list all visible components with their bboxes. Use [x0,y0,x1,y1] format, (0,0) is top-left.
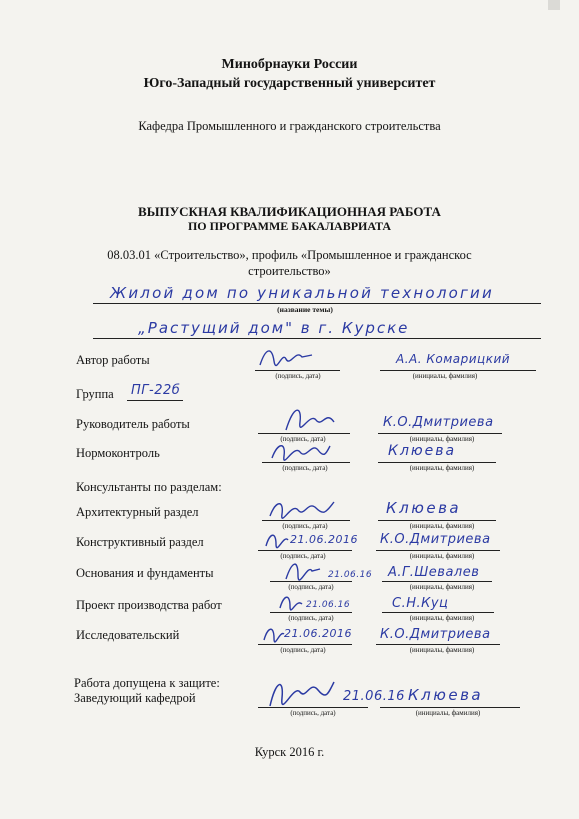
research-sign-caption: (подпись, дата) [280,646,326,654]
supervisor-signature [280,402,340,434]
research-name-line [376,644,500,645]
author-sign-caption: (подпись, дата) [275,372,321,380]
topic-underline-2 [93,338,541,339]
topic-handwritten-line1: Жилой дом по уникальной технологии [110,284,494,302]
consultants-label: Консультанты по разделам: [76,480,222,494]
construction-signature [262,528,292,550]
work-program: ПО ПРОГРАММЕ БАКАЛАВРИАТА [187,219,392,233]
specialty-line1: 08.03.01 «Строительство», профиль «Промышленное и гражданскос [107,248,472,262]
supervisor-name: К.О.Дмитриева [383,415,494,430]
construction-date: 21.06.2016 [290,533,358,546]
architecture-sign-line [262,520,350,521]
production-date: 21.06.16 [306,600,351,610]
foundations-label: Основания и фундаменты [76,566,214,580]
group-value: ПГ-22б [131,383,181,398]
head-name: Клюева [408,686,484,704]
research-name-caption: (инициалы, фамилия) [409,646,475,654]
normcontrol-sign-caption: (подпись, дата) [282,464,328,472]
normcontrol-label: Нормоконтроль [76,446,160,460]
foundations-name: А.Г.Шевалев [388,565,480,580]
research-date: 21.06.2016 [284,627,352,640]
scan-artifact [548,0,560,10]
construction-name: К.О.Дмитриева [380,532,491,547]
normcontrol-name-line [378,462,496,463]
group-label: Группа [76,387,114,401]
production-sign-caption: (подпись, дата) [288,614,334,622]
construction-sign-line [258,550,352,551]
normcontrol-name-caption: (инициалы, фамилия) [409,464,475,472]
author-signature [256,343,316,371]
foundations-date: 21.06.16 [328,570,373,580]
author-name-caption: (инициалы, фамилия) [412,372,478,380]
group-underline [127,400,183,401]
architecture-name-caption: (инициалы, фамилия) [409,522,475,530]
construction-name-caption: (инициалы, фамилия) [409,552,475,560]
department-name: Кафедра Промышленного и гражданского строительства [138,119,441,133]
city-year: Курск 2016 г. [254,745,325,759]
production-name: С.Н.Куц [392,596,449,611]
architecture-sign-caption: (подпись, дата) [282,522,328,530]
normcontrol-name: Клюева [388,443,457,459]
supervisor-name-line [378,433,502,434]
architecture-name-line [378,520,496,521]
architecture-signature [266,496,338,522]
topic-underline-1 [93,303,541,304]
head-name-caption: (инициалы, фамилия) [415,709,481,717]
foundations-signature [282,557,324,583]
university-name: Юго-Западный государственный университет [143,76,436,91]
author-name: А.А. Комарицкий [396,352,511,366]
topic-caption: (название темы) [277,305,333,314]
foundations-name-caption: (инициалы, фамилия) [409,583,475,591]
head-date: 21.06.16 [343,689,405,704]
topic-handwritten-line2: „Растущий дом" в г. Курске [138,319,410,337]
production-sign-line [270,612,352,613]
foundations-sign-line [270,581,352,582]
production-name-line [382,612,494,613]
research-label: Исследовательский [76,628,180,642]
supervisor-name-caption: (инициалы, фамилия) [409,435,475,443]
author-label: Автор работы [76,353,150,367]
architecture-label: Архитектурный раздел [76,505,199,519]
specialty-line2: строительство» [248,264,331,278]
foundations-name-line [382,581,492,582]
production-signature [276,590,306,614]
author-sign-line [255,370,340,371]
head-of-department-label: Заведующий кафедрой [74,691,196,705]
architecture-name: Клюева [386,499,462,517]
normcontrol-sign-line [262,462,350,463]
head-sign-line [258,707,368,708]
admission-label: Работа допущена к защите: [74,676,220,690]
production-name-caption: (инициалы, фамилия) [409,614,475,622]
construction-name-line [376,550,500,551]
foundations-sign-caption: (подпись, дата) [288,583,334,591]
work-title: ВЫПУСКНАЯ КВАЛИФИКАЦИОННАЯ РАБОТА [138,204,441,219]
construction-sign-caption: (подпись, дата) [280,552,326,560]
supervisor-sign-line [258,433,350,434]
normcontrol-signature [268,438,334,464]
supervisor-sign-caption: (подпись, дата) [280,435,326,443]
head-name-line [380,707,520,708]
head-signature [266,676,338,710]
research-sign-line [258,644,352,645]
research-name: К.О.Дмитриева [380,627,491,642]
ministry-name: Минобрнауки России [221,57,358,72]
author-name-line [380,370,536,371]
head-sign-caption: (подпись, дата) [290,709,336,717]
supervisor-label: Руководитель работы [76,417,190,431]
production-label: Проект производства работ [76,598,222,612]
construction-label: Конструктивный раздел [76,535,204,549]
